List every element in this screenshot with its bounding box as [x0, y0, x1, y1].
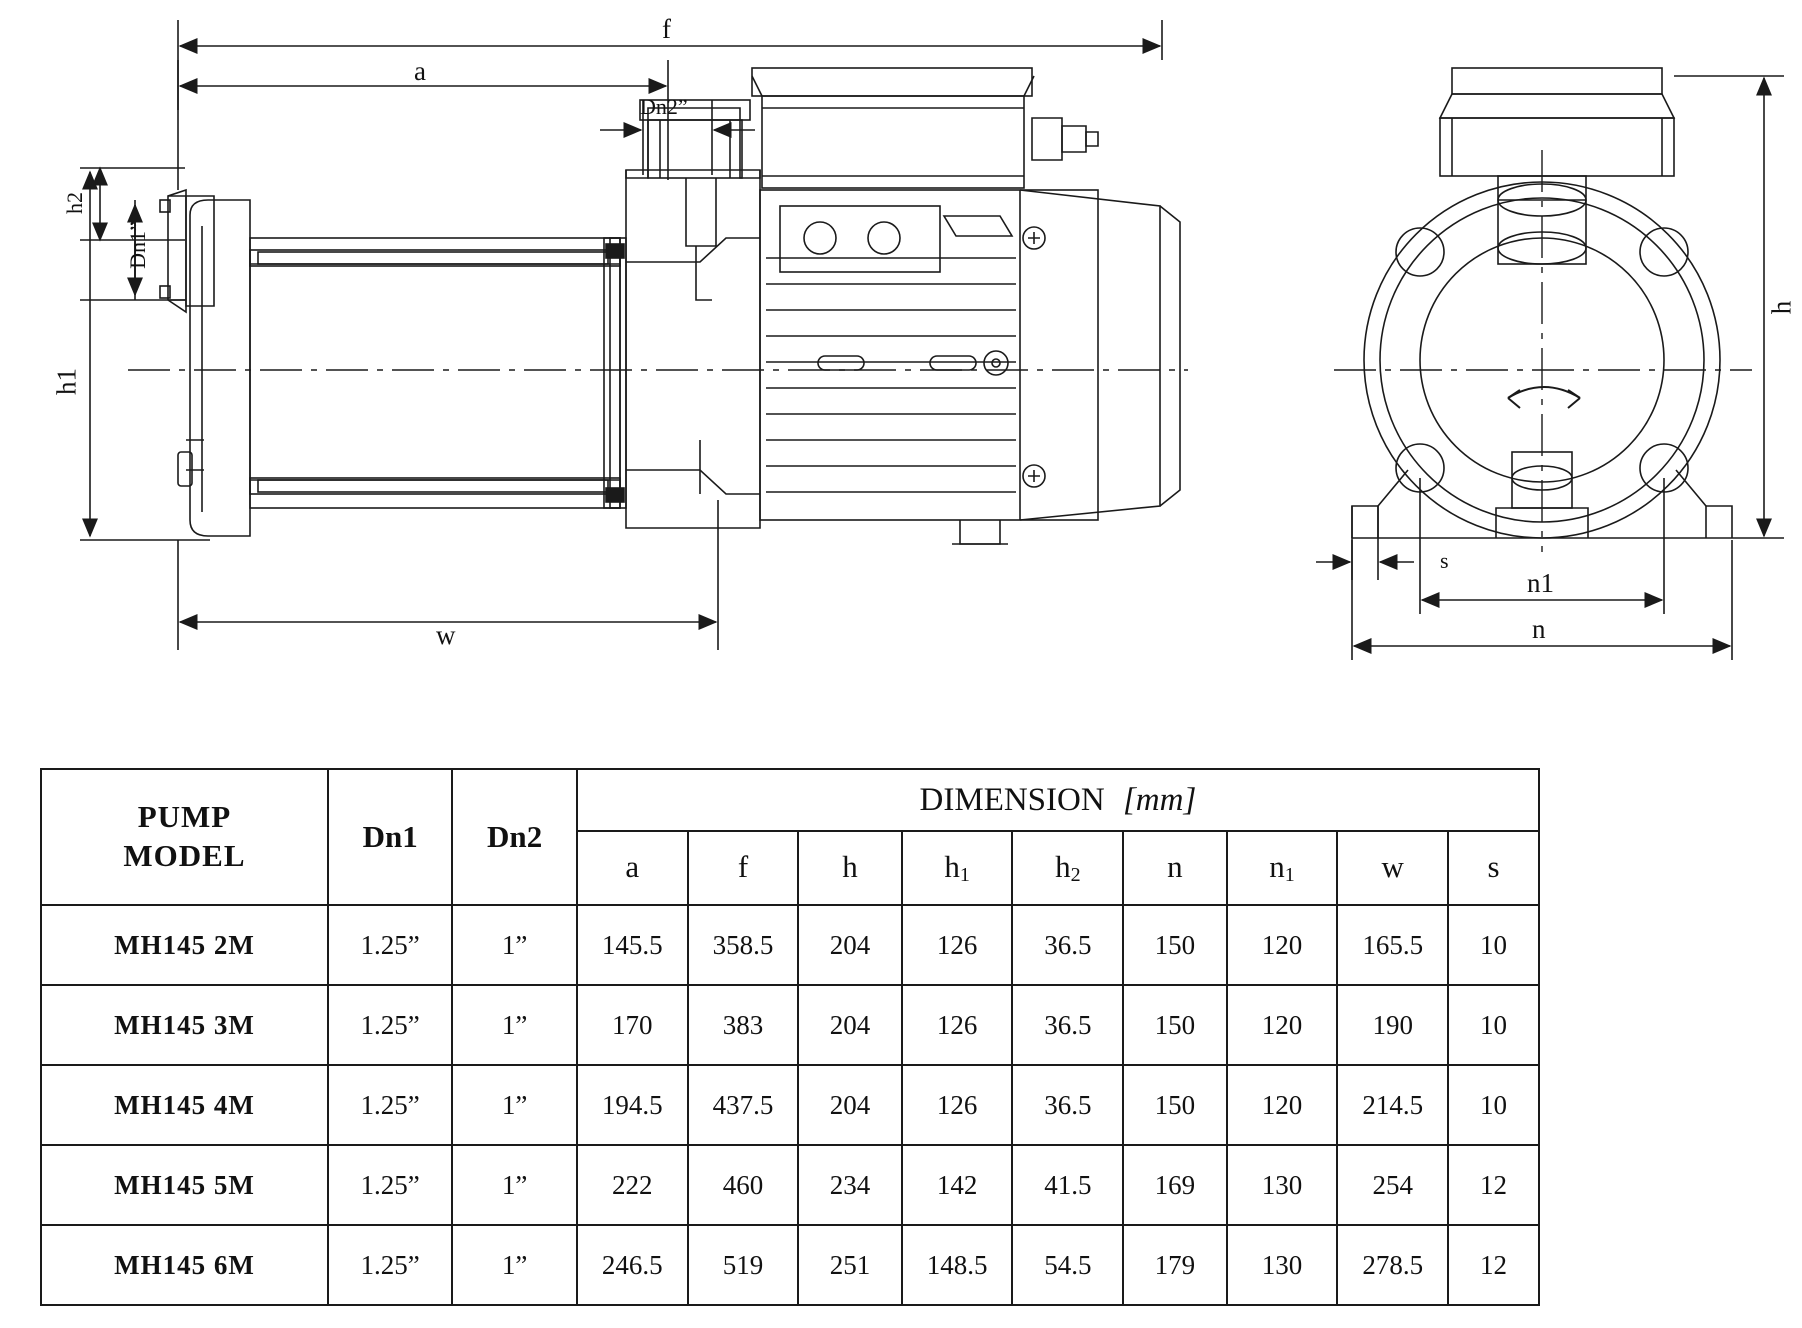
header-dimension: [577, 769, 1539, 831]
cell-h: 204: [798, 985, 901, 1065]
cell-n: 169: [1123, 1145, 1226, 1225]
cell-dn2: 1”: [452, 1065, 576, 1145]
cell-n1: 130: [1227, 1145, 1338, 1225]
header-col-s: s: [1448, 831, 1539, 905]
cell-n1: 120: [1227, 985, 1338, 1065]
cell-h1: 126: [902, 905, 1013, 985]
cell-n: 150: [1123, 905, 1226, 985]
dimension-label-h2: h2: [62, 192, 87, 214]
table-row: [41, 1065, 1539, 1145]
cell-h2: 36.5: [1012, 985, 1123, 1065]
cell-n: 150: [1123, 1065, 1226, 1145]
cell-s: 10: [1448, 905, 1539, 985]
cell-w: 190: [1337, 985, 1448, 1065]
header-dn2-text: Dn: [487, 819, 527, 854]
header-col-a: a: [577, 831, 688, 905]
cell-a: 145.5: [577, 905, 688, 985]
cell-f: 460: [688, 1145, 799, 1225]
cell-w: 165.5: [1337, 905, 1448, 985]
header-pump-model: [41, 769, 328, 905]
cell-model: MH145 4M: [41, 1065, 328, 1145]
cell-a: 170: [577, 985, 688, 1065]
table-header-row-top: [41, 769, 1539, 831]
cell-h1: 148.5: [902, 1225, 1013, 1305]
table-row: [41, 1225, 1539, 1305]
header-dn1: [328, 769, 452, 905]
dimension-label-n: n: [1532, 614, 1546, 644]
dimension-label-dn1: Dn1”: [125, 221, 150, 269]
dimension-label-w: w: [436, 620, 456, 650]
cell-dn2: 1”: [452, 905, 576, 985]
header-dn1-sub: 1: [402, 819, 418, 854]
header-dn1-text: Dn: [362, 819, 403, 854]
header-dn2-sub: 2: [526, 819, 543, 854]
cell-model: MH145 2M: [41, 905, 328, 985]
cell-a: 246.5: [577, 1225, 688, 1305]
cell-h2: 36.5: [1012, 1065, 1123, 1145]
dimension-table: [40, 768, 1540, 1306]
cell-h2: 41.5: [1012, 1145, 1123, 1225]
cell-s: 10: [1448, 985, 1539, 1065]
dimension-label-s: s: [1440, 548, 1449, 573]
cell-dn2: 1”: [452, 1225, 576, 1305]
cell-a: 222: [577, 1145, 688, 1225]
cell-h: 251: [798, 1225, 901, 1305]
cell-h2: 36.5: [1012, 905, 1123, 985]
cell-h: 204: [798, 905, 901, 985]
dimension-label-h: h: [1766, 300, 1797, 315]
header-dimension-text: DIMENSION: [919, 781, 1105, 818]
dimension-label-h1: h1: [51, 368, 82, 395]
cell-n1: 120: [1227, 905, 1338, 985]
header-col-w: w: [1337, 831, 1448, 905]
cell-h: 204: [798, 1065, 901, 1145]
cell-dn1: 1.25”: [328, 905, 452, 985]
table-row: [41, 985, 1539, 1065]
cell-n: 179: [1123, 1225, 1226, 1305]
header-col-n: n: [1123, 831, 1226, 905]
header-dn2: [452, 769, 576, 905]
header-pump-model-line2: MODEL: [123, 838, 246, 873]
cell-s: 12: [1448, 1225, 1539, 1305]
cell-f: 437.5: [688, 1065, 799, 1145]
cell-s: 10: [1448, 1065, 1539, 1145]
table-row: [41, 1145, 1539, 1225]
cell-w: 214.5: [1337, 1065, 1448, 1145]
cell-dn1: 1.25”: [328, 1065, 452, 1145]
cell-w: 254: [1337, 1145, 1448, 1225]
dimension-table-wrapper: [40, 768, 1540, 1306]
cell-h1: 142: [902, 1145, 1013, 1225]
cell-f: 383: [688, 985, 799, 1065]
cell-h1: 126: [902, 985, 1013, 1065]
dimension-label-a: a: [414, 56, 426, 86]
table-row: [41, 905, 1539, 985]
cell-dn1: 1.25”: [328, 985, 452, 1065]
dimension-label-dn2: Dn2”: [640, 94, 688, 119]
header-pump-model-line1: PUMP: [137, 799, 232, 835]
header-dimension-unit: [mm]: [1122, 781, 1197, 818]
dimension-label-n1: n1: [1527, 568, 1554, 598]
cell-dn2: 1”: [452, 985, 576, 1065]
cell-dn1: 1.25”: [328, 1145, 452, 1225]
header-col-h: h: [798, 831, 901, 905]
cell-f: 519: [688, 1225, 799, 1305]
cell-f: 358.5: [688, 905, 799, 985]
cell-h2: 54.5: [1012, 1225, 1123, 1305]
cell-s: 12: [1448, 1145, 1539, 1225]
cell-n1: 130: [1227, 1225, 1338, 1305]
cell-dn1: 1.25”: [328, 1225, 452, 1305]
cell-h: 234: [798, 1145, 901, 1225]
cell-a: 194.5: [577, 1065, 688, 1145]
header-col-f: f: [688, 831, 799, 905]
cell-model: MH145 6M: [41, 1225, 328, 1305]
cell-model: MH145 3M: [41, 985, 328, 1065]
cell-n: 150: [1123, 985, 1226, 1065]
cell-n1: 120: [1227, 1065, 1338, 1145]
cell-h1: 126: [902, 1065, 1013, 1145]
cell-dn2: 1”: [452, 1145, 576, 1225]
cell-model: MH145 5M: [41, 1145, 328, 1225]
header-col-n1: $n_1$: [1227, 831, 1338, 905]
cell-w: 278.5: [1337, 1225, 1448, 1305]
header-col-h2: $h_2$: [1012, 831, 1123, 905]
dimension-label-f: f: [662, 14, 671, 44]
header-col-h1: $h_1$: [902, 831, 1013, 905]
